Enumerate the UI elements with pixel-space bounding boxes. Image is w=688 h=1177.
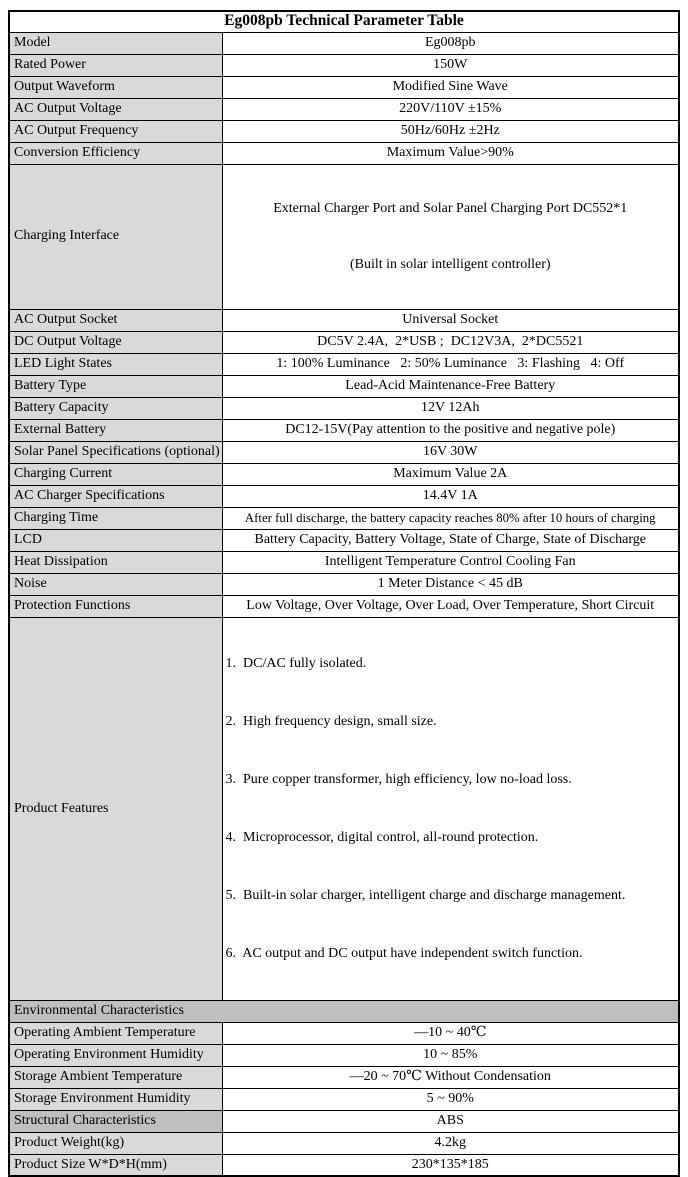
param-value: 220V/110V ±15%	[222, 98, 679, 120]
row-ac-output-voltage	[9, 98, 679, 120]
param-label: Operating Ambient Temperature	[9, 1022, 222, 1044]
param-label: Operating Environment Humidity	[9, 1044, 222, 1066]
param-value: Low Voltage, Over Voltage, Over Load, Over Temperature, Short Circuit	[222, 596, 679, 618]
param-label: Charging Interface	[9, 164, 222, 310]
param-label: AC Output Frequency	[9, 120, 222, 142]
param-label: Protection Functions	[9, 596, 222, 618]
param-value: Universal Socket	[222, 310, 679, 332]
param-label: AC Charger Specifications	[9, 486, 222, 508]
param-label: Rated Power	[9, 54, 222, 76]
param-value: 5 ~ 90%	[222, 1088, 679, 1110]
row-environmental-characteristics	[9, 1000, 679, 1022]
row-heat-dissipation	[9, 552, 679, 574]
param-label: DC Output Voltage	[9, 332, 222, 354]
param-value: 50Hz/60Hz ±2Hz	[222, 120, 679, 142]
param-value: After full discharge, the battery capacity reaches 80% after 10 hours of charging	[222, 508, 679, 530]
param-label: Battery Type	[9, 376, 222, 398]
row-charging-interface	[9, 164, 679, 310]
param-value: 4.2kg	[222, 1132, 679, 1154]
param-value	[222, 164, 679, 310]
row-product-features	[9, 618, 679, 1001]
row-operating-ambient-temperature	[9, 1022, 679, 1044]
row-ac-output-frequency	[9, 120, 679, 142]
param-value: DC12-15V(Pay attention to the positive and negative pole)	[222, 420, 679, 442]
param-value: 14.4V 1A	[222, 486, 679, 508]
row-protection-functions	[9, 596, 679, 618]
param-value: 1: 100% Luminance 2: 50% Luminance 3: Flashing 4: Off	[222, 354, 679, 376]
row-noise	[9, 574, 679, 596]
row-operating-environment-humidity	[9, 1044, 679, 1066]
param-label: Noise	[9, 574, 222, 596]
param-label: Charging Time	[9, 508, 222, 530]
param-value: Eg008pb	[222, 32, 679, 54]
row-dc-output-voltage	[9, 332, 679, 354]
row-led-light-states	[9, 354, 679, 376]
row-output-waveform	[9, 76, 679, 98]
row-charging-time	[9, 508, 679, 530]
row-rated-power	[9, 54, 679, 76]
feature-item-3: 3. Pure copper transformer, high efficiency, low no-load loss.	[225, 771, 572, 787]
feature-item-2: 2. High frequency design, small size.	[225, 713, 437, 729]
param-label: AC Output Socket	[9, 310, 222, 332]
param-label: AC Output Voltage	[9, 98, 222, 120]
row-charging-current	[9, 464, 679, 486]
technical-parameter-table	[8, 10, 680, 1177]
feature-item-6: 6. AC output and DC output have independent switch function.	[225, 945, 583, 961]
row-solar-panel-specifications	[9, 442, 679, 464]
param-label: Model	[9, 32, 222, 54]
param-value: —20 ~ 70℃ Without Condensation	[222, 1066, 679, 1088]
feature-item-1: 1. DC/AC fully isolated.	[225, 655, 367, 671]
param-value-line2: (Built in solar intelligent controller)	[349, 256, 551, 272]
param-label: Product Size W*D*H(mm)	[9, 1154, 222, 1176]
param-label: Battery Capacity	[9, 398, 222, 420]
param-value: Maximum Value 2A	[222, 464, 679, 486]
param-label: Conversion Efficiency	[9, 142, 222, 164]
param-label: Structural Characteristics	[9, 1110, 222, 1132]
param-value: 10 ~ 85%	[222, 1044, 679, 1066]
param-value: 16V 30W	[222, 442, 679, 464]
row-product-size	[9, 1154, 679, 1176]
param-value: Battery Capacity, Battery Voltage, State of Charge, State of Discharge	[222, 530, 679, 552]
param-label: Product Weight(kg)	[9, 1132, 222, 1154]
param-value: Intelligent Temperature Control Cooling Fan	[222, 552, 679, 574]
param-label: Output Waveform	[9, 76, 222, 98]
param-value: 230*135*185	[222, 1154, 679, 1176]
param-label: LED Light States	[9, 354, 222, 376]
param-label: Product Features	[9, 618, 222, 1001]
row-product-weight	[9, 1132, 679, 1154]
param-value	[222, 618, 679, 1001]
row-lcd	[9, 530, 679, 552]
param-value-line1: External Charger Port and Solar Panel Charging Port DC552*1	[273, 201, 628, 217]
feature-item-4: 4. Microprocessor, digital control, all-round protection.	[225, 829, 539, 845]
param-label: LCD	[9, 530, 222, 552]
param-value: Maximum Value>90%	[222, 142, 679, 164]
param-value: DC5V 2.4A, 2*USB ; DC12V3A, 2*DC5521	[222, 332, 679, 354]
param-value: Lead-Acid Maintenance-Free Battery	[222, 376, 679, 398]
row-storage-environment-humidity	[9, 1088, 679, 1110]
param-label: Charging Current	[9, 464, 222, 486]
row-conversion-efficiency	[9, 142, 679, 164]
row-external-battery	[9, 420, 679, 442]
param-value: —10 ~ 40℃	[222, 1022, 679, 1044]
row-battery-capacity	[9, 398, 679, 420]
param-label: Solar Panel Specifications (optional)	[9, 442, 222, 464]
param-label: Storage Ambient Temperature	[9, 1066, 222, 1088]
param-value: ABS	[222, 1110, 679, 1132]
param-value: 12V 12Ah	[222, 398, 679, 420]
param-value: 150W	[222, 54, 679, 76]
param-label: Heat Dissipation	[9, 552, 222, 574]
row-ac-output-socket	[9, 310, 679, 332]
title-row	[9, 11, 679, 32]
param-value: Modified Sine Wave	[222, 76, 679, 98]
row-structural-characteristics	[9, 1110, 679, 1132]
row-storage-ambient-temperature	[9, 1066, 679, 1088]
param-label: Storage Environment Humidity	[9, 1088, 222, 1110]
param-label: External Battery	[9, 420, 222, 442]
row-battery-type	[9, 376, 679, 398]
table-title: Eg008pb Technical Parameter Table	[9, 11, 679, 32]
row-model	[9, 32, 679, 54]
section-header: Environmental Characteristics	[9, 1000, 679, 1022]
row-ac-charger-specifications	[9, 486, 679, 508]
param-value: 1 Meter Distance < 45 dB	[222, 574, 679, 596]
feature-item-5: 5. Built-in solar charger, intelligent charge and discharge management.	[225, 887, 626, 903]
